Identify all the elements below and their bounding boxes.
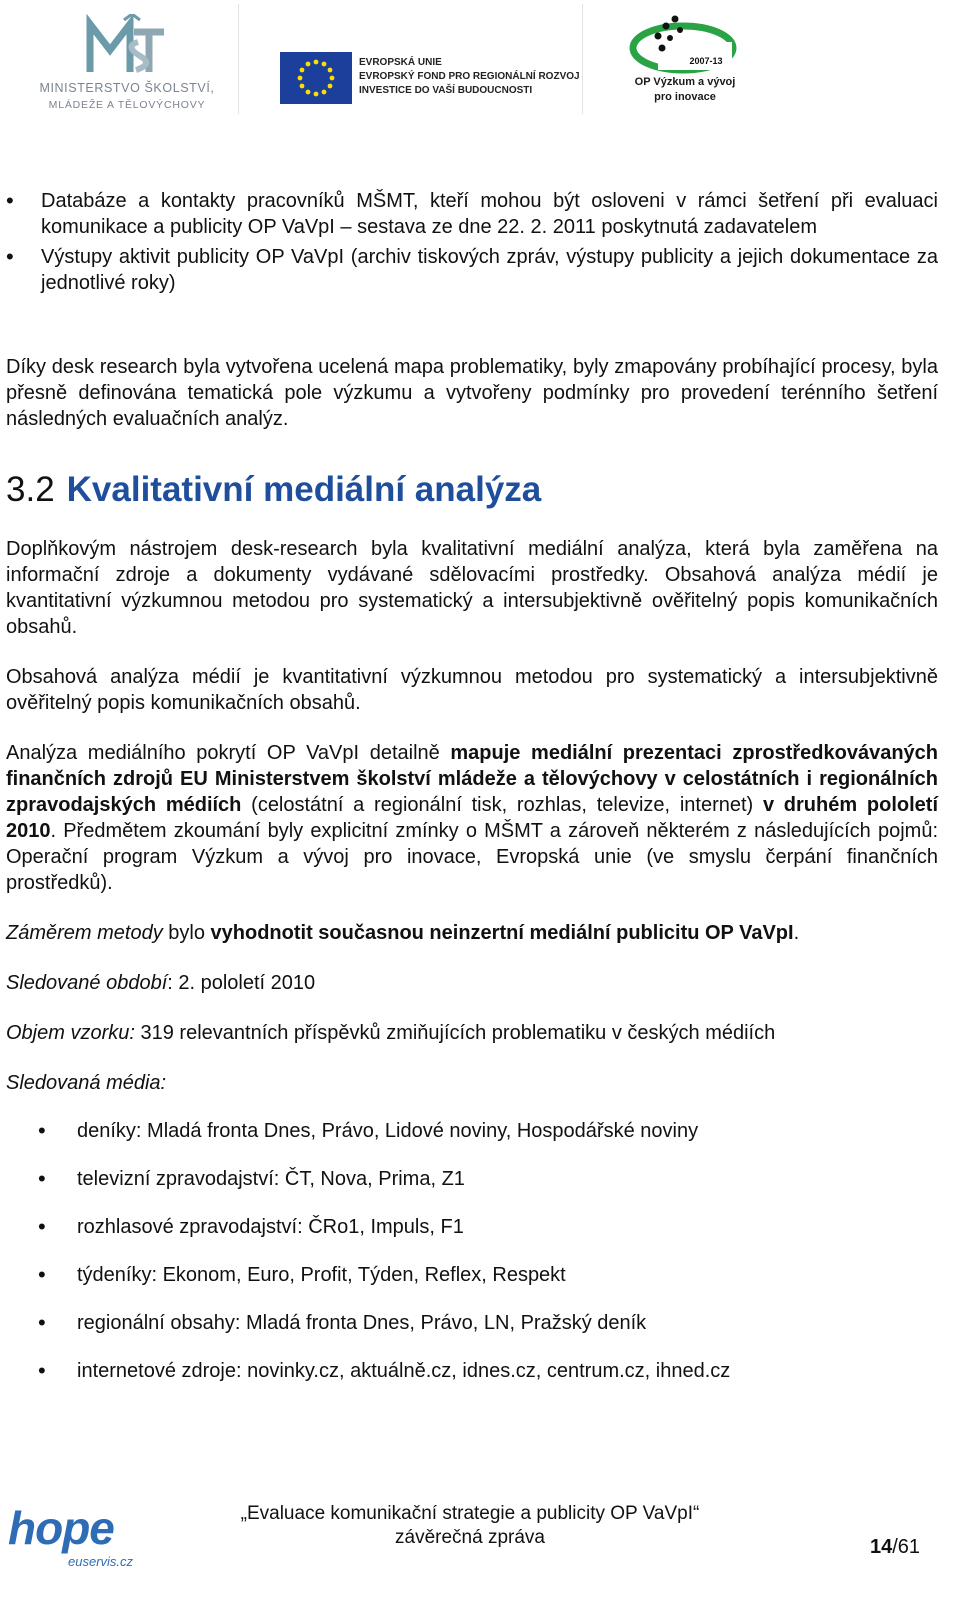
footer-title-line1: „Evaluace komunikační strategie a publicity OP VaVpI“ xyxy=(240,1503,700,1524)
list-item: • rozhlasové zpravodajství: ČRo1, Impuls, F1 xyxy=(6,1214,938,1240)
hope-logo-sub: euservis.cz xyxy=(68,1554,134,1569)
eu-text-line: INVESTICE DO VAŠÍ BUDOUCNOSTI xyxy=(359,85,533,96)
hope-logo-word: hope xyxy=(8,1502,114,1554)
tool-paragraph: Doplňkovým nástrojem desk-research byla kvalitativní mediální analýza, která byla zaměřena na informační zdroje a dokumenty vydávané sdělovacími prostředky. Obsahová analýza médií je kvantitativní výzkumnou metodou pro systematický a intersubjektivně ověřitelný popis komunikačních obsahů. xyxy=(6,538,938,638)
op-logo-line2: pro inovace xyxy=(654,91,716,103)
footer-title xyxy=(200,1502,740,1550)
media-label-line xyxy=(6,1070,938,1096)
op-years: 2007-13 xyxy=(689,56,723,66)
page-current: 14 xyxy=(870,1536,893,1558)
op-vavpi-logo xyxy=(628,14,778,110)
eu-text-line: EVROPSKÁ UNIE xyxy=(359,57,442,68)
source-list xyxy=(6,188,938,296)
text-run: Analýza mediálního pokrytí OP VaVpI detailně xyxy=(6,742,451,764)
eu-text xyxy=(359,56,589,98)
msmt-logo xyxy=(36,14,218,111)
section-number: 3.2 xyxy=(6,470,55,509)
list-item: • internetové zdroje: novinky.cz, aktuálně.cz, idnes.cz, centrum.cz, ihned.cz xyxy=(6,1358,938,1384)
aim-paragraph xyxy=(6,920,938,946)
media-label: Sledovaná média: xyxy=(6,1072,167,1094)
msmt-mark-icon xyxy=(84,14,168,78)
op-swoosh-icon xyxy=(628,14,738,76)
text-run: (celostátní a regionální tisk, rozhlas, televize, internet) xyxy=(241,794,763,816)
desk-research-paragraph: Díky desk research byla vytvořena ucelená mapa problematiky, byly zmapovány probíhající procesy, byla přesně definována tematická pole výzkumu a vytvořeny podmínky pro provedení terénního šetření následných evaluačních analýz. xyxy=(6,356,938,430)
section-heading xyxy=(6,468,938,512)
sample-line xyxy=(6,1020,938,1046)
media-list xyxy=(6,1118,938,1384)
op-logo-line1: OP Výzkum a vývoj xyxy=(634,76,736,88)
eu-text-line: EVROPSKÝ FOND PRO REGIONÁLNÍ ROZVOJ xyxy=(359,71,580,82)
aim-label: Záměrem metody xyxy=(6,922,163,944)
bold-run: vyhodnotit současnou neinzertní mediální publicitu OP VaVpI xyxy=(210,922,794,944)
list-item: • deníky: Mladá fronta Dnes, Právo, Lidové noviny, Hospodářské noviny xyxy=(6,1118,938,1144)
header-divider xyxy=(238,4,239,114)
msmt-name-line1: MINISTERSTVO ŠKOLSTVÍ, xyxy=(39,81,215,95)
page-number xyxy=(870,1536,920,1559)
bold-run: v druhém pololetí 2010 xyxy=(6,794,938,842)
list-item: • Databáze a kontakty pracovníků MŠMT, kteří mohou být osloveni v rámci šetření při evaluaci komunikace a publicity OP VaVpI – sestava ze dne 22. 2. 2011 poskytnutá zadavatelem xyxy=(6,188,938,240)
text-run: . Předmětem zkoumání byly explicitní zmínky o MŠMT a zároveň některém z následujících pojmů: Operační program Výzkum a vývoj pro inovace, Evropská unie (ve smyslu čerpání finančních prostředků). xyxy=(6,820,938,894)
list-item: • regionální obsahy: Mladá fronta Dnes, Právo, LN, Pražský deník xyxy=(6,1310,938,1336)
text-run: . xyxy=(793,922,800,944)
page-total: /61 xyxy=(892,1536,921,1558)
text-run: bylo xyxy=(162,922,211,944)
footer-title-line2: závěrečná zpráva xyxy=(395,1527,545,1548)
list-item: • Výstupy aktivit publicity OP VaVpI (archiv tiskových zpráv, výstupy publicity a jejich dokumentace za jednotlivé roky) xyxy=(6,244,938,296)
page-footer xyxy=(0,1490,960,1605)
op-logo-text xyxy=(622,75,748,105)
content-analysis-paragraph: Obsahová analýza médií je kvantitativní výzkumnou metodou pro systematický a intersubjektivně ověřitelný popis komunikačních obsahů. xyxy=(6,666,938,714)
header-divider xyxy=(582,4,583,114)
section-title: Kvalitativní mediální analýza xyxy=(66,470,542,509)
sample-label: Objem vzorku: xyxy=(6,1022,135,1044)
sample-value: 319 relevantních příspěvků zmiňujících problematiku v českých médiích xyxy=(134,1022,776,1044)
eu-logo xyxy=(280,52,580,104)
bold-run: mapuje mediální prezentaci zprostředkovávaných finančních zdrojů EU Ministerstvem školství mládeže a tělovýchovy v celostátních i regionálních zpravodajských médiích xyxy=(6,742,938,816)
period-value: : 2. pololetí 2010 xyxy=(167,972,316,994)
period-label: Sledované období xyxy=(6,972,168,994)
media-coverage-paragraph xyxy=(6,740,938,896)
list-item: • týdeníky: Ekonom, Euro, Profit, Týden, Reflex, Respekt xyxy=(6,1262,938,1288)
page-header xyxy=(0,0,960,170)
list-item: • televizní zpravodajství: ČT, Nova, Prima, Z1 xyxy=(6,1166,938,1192)
msmt-name-line2: MLÁDEŽE A TĚLOVÝCHOVY xyxy=(48,99,206,111)
eu-flag-icon xyxy=(280,52,352,104)
hope-logo xyxy=(8,1504,158,1574)
document-body xyxy=(6,188,938,1406)
period-line xyxy=(6,970,938,996)
